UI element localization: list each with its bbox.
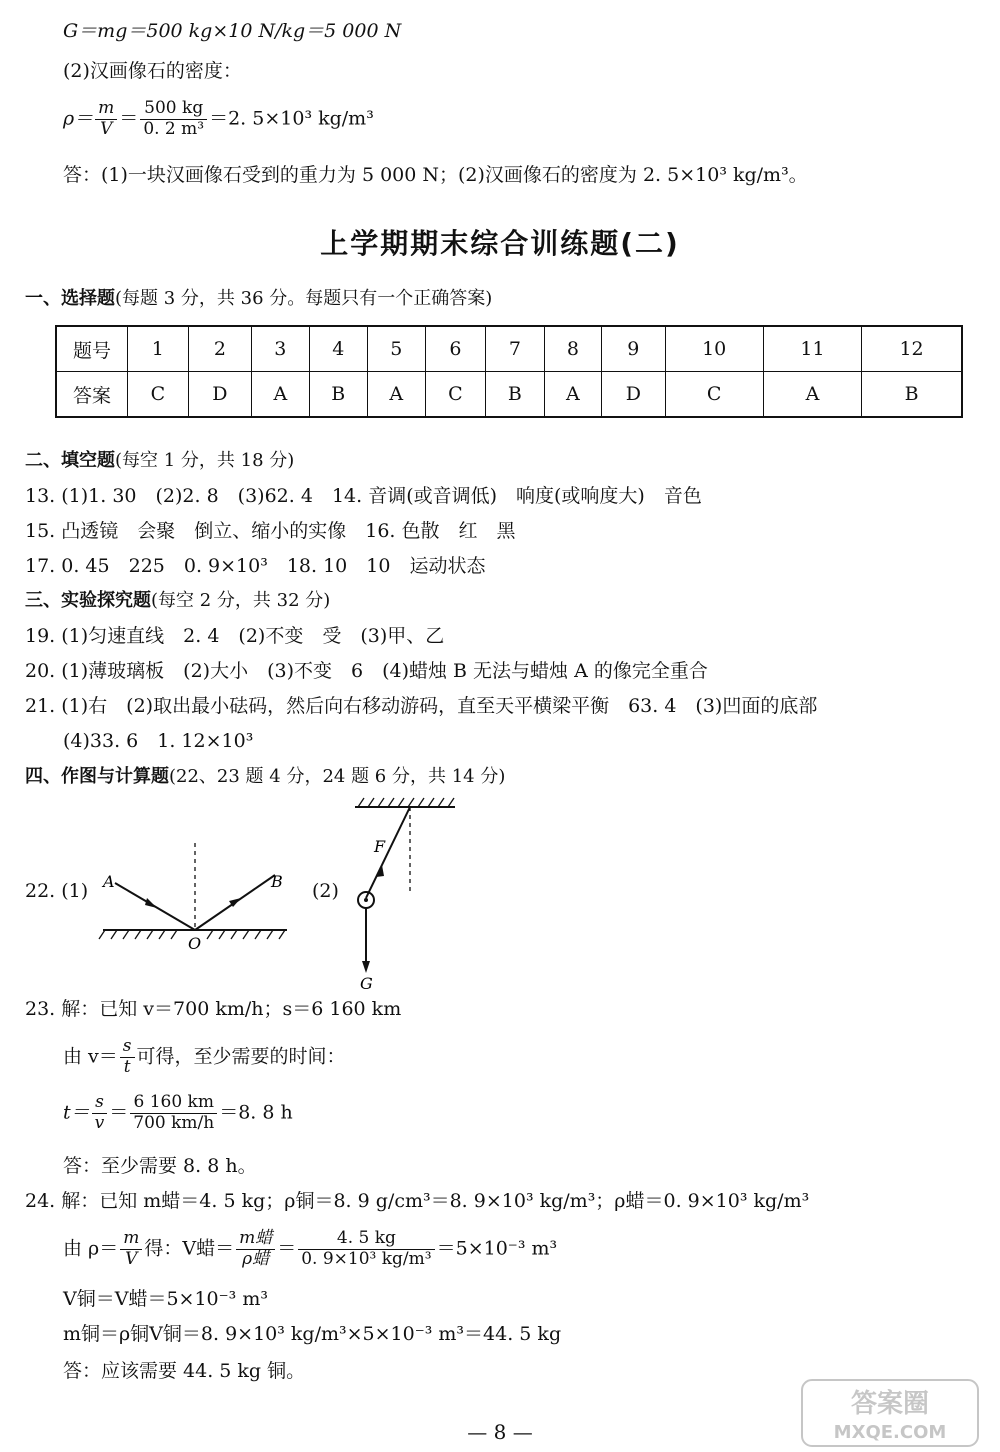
answer-line: 21. (1)右 (2)取出最小砝码，然后向右移动游码，直至天平横梁平衡 63. 4 (3)凹面的底部 <box>25 695 818 717</box>
m-over-v-fraction: $\frac{m}{V}$ <box>95 100 117 139</box>
table-cell: A <box>763 372 861 418</box>
section2-heading: 二、填空题(每空 1 分，共 18 分) <box>25 450 295 471</box>
table-cell: 3 <box>252 326 310 372</box>
force-diagram <box>340 795 470 995</box>
reflection-diagram <box>95 835 295 955</box>
rho-lhs: ρ＝ <box>63 107 94 130</box>
q22-label: 22. (1) <box>25 880 89 902</box>
table-row-answers <box>56 372 962 418</box>
q23-answer: 答：至少需要 8. 8 h。 <box>63 1155 257 1177</box>
table-cell: B <box>862 372 962 418</box>
label-f: F <box>374 837 386 856</box>
table-cell: 2 <box>188 326 251 372</box>
table-cell: A <box>368 372 426 418</box>
table-cell: 12 <box>862 326 962 372</box>
table-cell: 10 <box>665 326 763 372</box>
table-row-numbers <box>56 326 962 372</box>
label-b: B <box>271 872 283 891</box>
table-cell: C <box>128 372 189 418</box>
row-label: 题号 <box>56 326 128 372</box>
answer-table <box>55 325 963 418</box>
svg-text:答案圈: 答案圈 <box>850 1389 930 1419</box>
q23-line3: t＝ $\frac{s}{v}$ ＝ $\frac{6 160 km}{700 km/h}$ ＝8. 8 h <box>63 1092 293 1133</box>
table-cell: C <box>425 372 486 418</box>
section4-heading: 四、作图与计算题(22、23 题 4 分，24 题 6 分，共 14 分) <box>25 766 506 787</box>
table-cell: C <box>665 372 763 418</box>
answer-line: 17. 0. 45 225 0. 9×10³ 18. 10 10 运动状态 <box>25 555 486 577</box>
answer-line: (4)33. 6 1. 12×10³ <box>63 730 254 752</box>
label-a: A <box>103 872 115 891</box>
table-cell: 6 <box>425 326 486 372</box>
q23-line2: 由 v＝ $\frac{s}{t}$ 可得，至少需要的时间： <box>63 1036 346 1077</box>
label-g: G <box>360 974 373 993</box>
density-label: (2)汉画像石的密度： <box>63 60 242 82</box>
table-cell: 1 <box>128 326 189 372</box>
page-number: — 8 — <box>467 1420 533 1444</box>
table-cell: 8 <box>544 326 602 372</box>
value-fraction: $\frac{500 kg}{\text{0. 2 m³}}$ <box>140 100 207 139</box>
label-o: O <box>188 934 202 953</box>
table-cell: D <box>188 372 251 418</box>
string-force <box>366 807 410 898</box>
q24-line1: 24. 解：已知 m蜡＝4. 5 kg；ρ铜＝8. 9 g/cm³＝8. 9×10³ kg/m³；ρ蜡＝0. 9×10³ kg/m³ <box>25 1190 810 1212</box>
rho-result: ＝2. 5×10³ kg/m³ <box>209 107 374 130</box>
section3-heading: 三、实验探究题(每空 2 分，共 32 分) <box>25 590 331 611</box>
table-cell: D <box>602 372 665 418</box>
q23-line1: 23. 解：已知 v＝700 km/h；s＝6 160 km <box>25 998 402 1020</box>
answer-line: 20. (1)薄玻璃板 (2)大小 (3)不变 6 (4)蜡烛 B 无法与蜡烛 A 的像完全重合 <box>25 660 708 682</box>
table-cell: 5 <box>368 326 426 372</box>
table-cell: A <box>544 372 602 418</box>
table-cell: 4 <box>309 326 367 372</box>
q22-part2-label: (2) <box>312 880 339 902</box>
density-formula: ρ＝ $\frac{m}{V}$ ＝ $\frac{500 kg}{\text{0. 2 m³}}$ ＝2. 5×10³ kg/m³ <box>63 98 374 139</box>
section1-heading: 一、选择题(每题 3 分，共 36 分。每题只有一个正确答案) <box>25 288 493 309</box>
gravity-line: G＝mg＝500 kg×10 N/kg＝5 000 N <box>63 20 402 42</box>
answer-line: 19. (1)匀速直线 2. 4 (2)不变 受 (3)甲、乙 <box>25 625 445 647</box>
table-cell: A <box>252 372 310 418</box>
top-answer: 答：(1)一块汉画像石受到的重力为 5 000 N；(2)汉画像石的密度为 2. 5×10³ kg/m³。 <box>63 164 808 186</box>
answer-line: 15. 凸透镜 会聚 倒立、缩小的实像 16. 色散 红 黑 <box>25 520 516 542</box>
q24-answer: 答：应该需要 44. 5 kg 铜。 <box>63 1360 306 1382</box>
q24-line2: 由 ρ＝ $\frac{m}{V}$ 得：V蜡＝ $\frac{\text{m蜡}}{\text{ρ蜡}}$ ＝ $\frac{4. 5 kg}{\text{0. 9×10³ kg/m³}}$ ＝5×10⁻³ m³ <box>63 1228 558 1269</box>
page-title: 上学期期末综合训练题(二) <box>320 227 680 260</box>
table-cell: B <box>309 372 367 418</box>
q24-line4: m铜＝ρ铜V铜＝8. 9×10³ kg/m³×5×10⁻³ m³＝44. 5 kg <box>63 1323 562 1345</box>
table-cell: 7 <box>486 326 544 372</box>
q24-line3: V铜＝V蜡＝5×10⁻³ m³ <box>63 1288 268 1310</box>
table-cell: 11 <box>763 326 861 372</box>
row-label: 答案 <box>56 372 128 418</box>
svg-text:MXQE.COM: MXQE.COM <box>833 1422 947 1443</box>
answer-line: 13. (1)1. 30 (2)2. 8 (3)62. 4 14. 音调(或音调低) 响度(或响度大) 音色 <box>25 485 702 507</box>
watermark-logo <box>800 1378 980 1448</box>
table-cell: B <box>486 372 544 418</box>
table-cell: 9 <box>602 326 665 372</box>
